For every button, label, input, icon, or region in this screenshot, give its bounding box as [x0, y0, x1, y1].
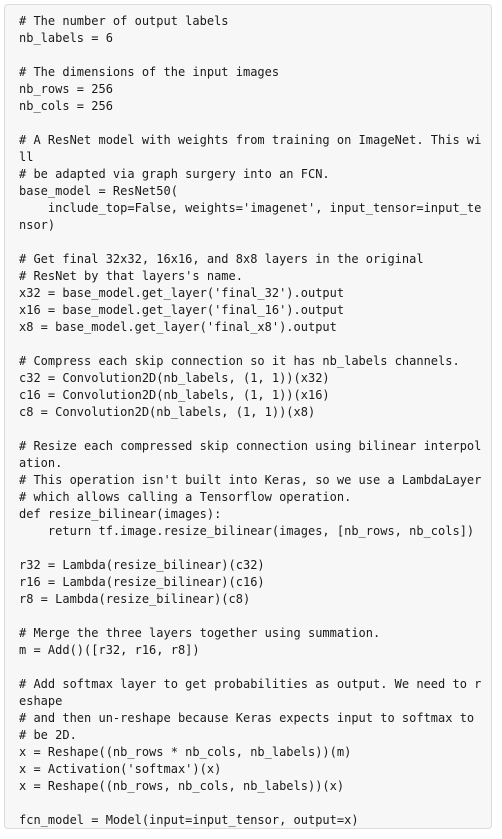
code-line: # Resize each compressed skip connection using bilinear interpol [19, 439, 482, 453]
code-line: base_model = ResNet50( [19, 184, 178, 198]
code-line: c16 = Convolution2D(nb_labels, (1, 1))(x16) [19, 388, 330, 402]
code-line: eshape [19, 694, 63, 708]
code-line: fcn_model = Model(input=input_tensor, output=x) [19, 813, 359, 827]
code-line: r8 = Lambda(resize_bilinear)(c8) [19, 592, 251, 606]
code-line: # This operation isn't built into Keras, so we use a LambdaLayer [19, 473, 482, 487]
code-line: # which allows calling a Tensorflow operation. [19, 490, 352, 504]
code-line: c32 = Convolution2D(nb_labels, (1, 1))(x32) [19, 371, 330, 385]
code-line: r16 = Lambda(resize_bilinear)(c16) [19, 575, 265, 589]
code-line [19, 795, 477, 812]
code-line: # A ResNet model with weights from training on ImageNet. This wi [19, 133, 482, 147]
code-line [19, 47, 477, 64]
code-line [19, 421, 477, 438]
code-line: # Get final 32x32, 16x16, and 8x8 layers in the original [19, 252, 424, 266]
code-line: x = Activation('softmax')(x) [19, 762, 222, 776]
code-line: # The number of output labels [19, 14, 229, 28]
code-line: # and then un-reshape because Keras expects input to softmax to [19, 711, 475, 725]
code-block[interactable] [4, 4, 492, 829]
code-line: x = Reshape((nb_rows * nb_cols, nb_labels))(m) [19, 745, 352, 759]
code-line: nb_cols = 256 [19, 99, 113, 113]
code-line: return tf.image.resize_bilinear(images, [nb_rows, nb_cols]) [19, 524, 475, 538]
code-line: # Add softmax layer to get probabilities as output. We need to r [19, 677, 482, 691]
code-line: # Compress each skip connection so it has nb_labels channels. [19, 354, 460, 368]
code-line: nsor) [19, 218, 56, 232]
code-line: # be 2D. [19, 728, 77, 742]
code-line [19, 659, 477, 676]
code-line [19, 336, 477, 353]
code-line [19, 234, 477, 251]
code-line [19, 540, 477, 557]
code-line: # Merge the three layers together using summation. [19, 626, 381, 640]
code-line: def resize_bilinear(images): [19, 507, 222, 521]
code-line: m = Add()([r32, r16, r8]) [19, 643, 200, 657]
code-line [19, 608, 477, 625]
code-line: x32 = base_model.get_layer('final_32').output [19, 286, 345, 300]
code-line: x8 = base_model.get_layer('final_x8').output [19, 320, 337, 334]
code-line: include_top=False, weights='imagenet', input_tensor=input_te [19, 201, 482, 215]
code-line: ation. [19, 456, 63, 470]
code-line [19, 115, 477, 132]
code-line: # ResNet by that layers's name. [19, 269, 243, 283]
code-line: # The dimensions of the input images [19, 65, 280, 79]
code-line: r32 = Lambda(resize_bilinear)(c32) [19, 558, 265, 572]
code-line: nb_rows = 256 [19, 82, 113, 96]
code-line: nb_labels = 6 [19, 31, 113, 45]
code-line: # be adapted via graph surgery into an FCN. [19, 167, 330, 181]
code-line: x = Reshape((nb_rows, nb_cols, nb_labels))(x) [19, 779, 345, 793]
code-line: c8 = Convolution2D(nb_labels, (1, 1))(x8) [19, 405, 316, 419]
code-line: x16 = base_model.get_layer('final_16').output [19, 303, 345, 317]
code-line: ll [19, 150, 34, 164]
